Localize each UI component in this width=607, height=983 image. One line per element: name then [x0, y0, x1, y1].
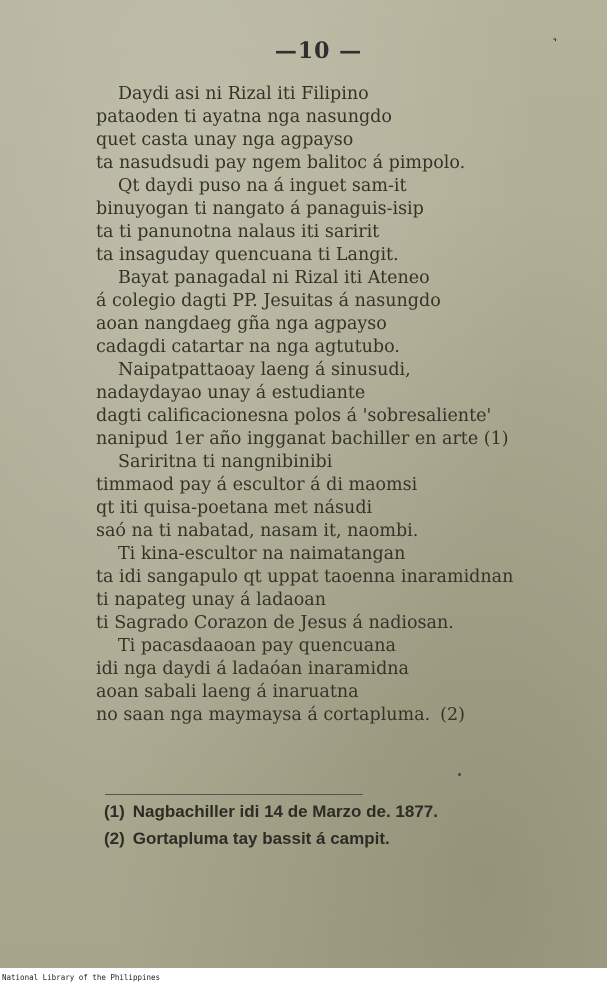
poem-line [96, 336, 586, 359]
poem-line-text: á colegio dagti PP. Jesuitas á nasungdo [96, 291, 441, 311]
footnote-1-number: (1) [104, 802, 125, 821]
poem-line-text: ti napateg unay á ladaoan [96, 590, 327, 610]
poem-line [96, 175, 586, 198]
poem-line [96, 83, 586, 106]
poem-line [96, 635, 586, 658]
poem-line [96, 497, 586, 520]
poem-line [96, 566, 586, 589]
poem-line [96, 221, 586, 244]
poem-line-text: qt iti quisa-poetana met násudi [96, 498, 373, 518]
poem-line [96, 474, 586, 497]
poem-line-text: ta insaguday quencuana ti Langit. [96, 245, 399, 265]
poem-line-text: ta nasudsudi pay ngem balitoc á pimpolo. [96, 153, 466, 173]
poem-line-text: Ti kina-escultor na naimatangan [118, 544, 406, 564]
poem-line-text: quet casta unay nga agpayso [96, 130, 354, 150]
footnote-reference: (2) [440, 705, 465, 725]
poem-line-text: nanipud 1er año ingganat bachiller en arte (1) [96, 429, 509, 449]
poem-line [96, 152, 586, 175]
poem-line-text: cadagdi catartar na nga agtutubo. [96, 337, 400, 357]
page-number: —10 — [274, 38, 363, 64]
poem-line-text: ta idi sangapulo qt uppat taoenna inaramidnan [96, 567, 514, 587]
poem-line-text: idi nga daydi á ladaóan inaramidna [96, 659, 409, 679]
poem-body [96, 83, 586, 727]
footnote-rule [105, 794, 363, 795]
poem-line-text: no saan nga maymaysa á cortapluma. [96, 705, 431, 725]
poem-line [96, 382, 586, 405]
poem-line-text: Bayat panagadal ni Rizal iti Ateneo [118, 268, 430, 288]
poem-line [96, 106, 586, 129]
poem-line [96, 428, 586, 451]
poem-line-text: binuyogan ti nangato á panaguis-isip [96, 199, 424, 219]
poem-line-text: aoan nangdaeg gña nga agpayso [96, 314, 387, 334]
poem-line [96, 681, 586, 704]
poem-line-text: dagti calificacionesna polos á 'sobresaliente' [96, 406, 492, 426]
poem-line-text: Sariritna ti nangnibinibi [118, 452, 333, 472]
poem-line [96, 198, 586, 221]
ink-speck [458, 773, 461, 776]
poem-line-text: ti Sagrado Corazon de Jesus á nadiosan. [96, 613, 454, 633]
poem-line-text: Daydi asi ni Rizal iti Filipino [118, 84, 369, 104]
poem-line [96, 359, 586, 382]
poem-line-text: saó na ti nabatad, nasam it, naombi. [96, 521, 419, 541]
poem-line [96, 589, 586, 612]
poem-line [96, 451, 586, 474]
poem-line [96, 520, 586, 543]
poem-line-text: nadaydayao unay á estudiante [96, 383, 366, 403]
footnote-1-text: Nagbachiller idi 14 de Marzo de. 1877. [132, 802, 438, 821]
poem-line-text: aoan sabali laeng á inaruatna [96, 682, 359, 702]
corner-mark: ˺ [552, 34, 558, 53]
poem-line-text: ta ti panunotna nalaus iti saririt [96, 222, 380, 242]
poem-line [96, 612, 586, 635]
library-credit: National Library of the Philippines [2, 973, 161, 982]
poem-line [96, 267, 586, 290]
poem-line [96, 313, 586, 336]
poem-line-text: Ti pacasdaaoan pay quencuana [118, 636, 396, 656]
footnote-1 [104, 798, 584, 825]
poem-line-text: pataoden ti ayatna nga nasungdo [96, 107, 392, 127]
footnotes [104, 798, 584, 852]
poem-line [96, 543, 586, 566]
poem-line [96, 290, 586, 313]
poem-line-text: Naipatpattaoay laeng á sinusudi, [118, 360, 411, 380]
footnote-2-number: (2) [104, 829, 125, 848]
poem-line-text: Qt daydi puso na á inguet sam-it [118, 176, 407, 196]
poem-line [96, 405, 586, 428]
footnote-2 [104, 825, 584, 852]
poem-line [96, 704, 586, 727]
poem-line [96, 658, 586, 681]
footnote-2-text: Gortapluma tay bassit á campit. [132, 829, 390, 848]
poem-line-text: timmaod pay á escultor á di maomsi [96, 475, 418, 495]
poem-line [96, 129, 586, 152]
poem-line [96, 244, 586, 267]
